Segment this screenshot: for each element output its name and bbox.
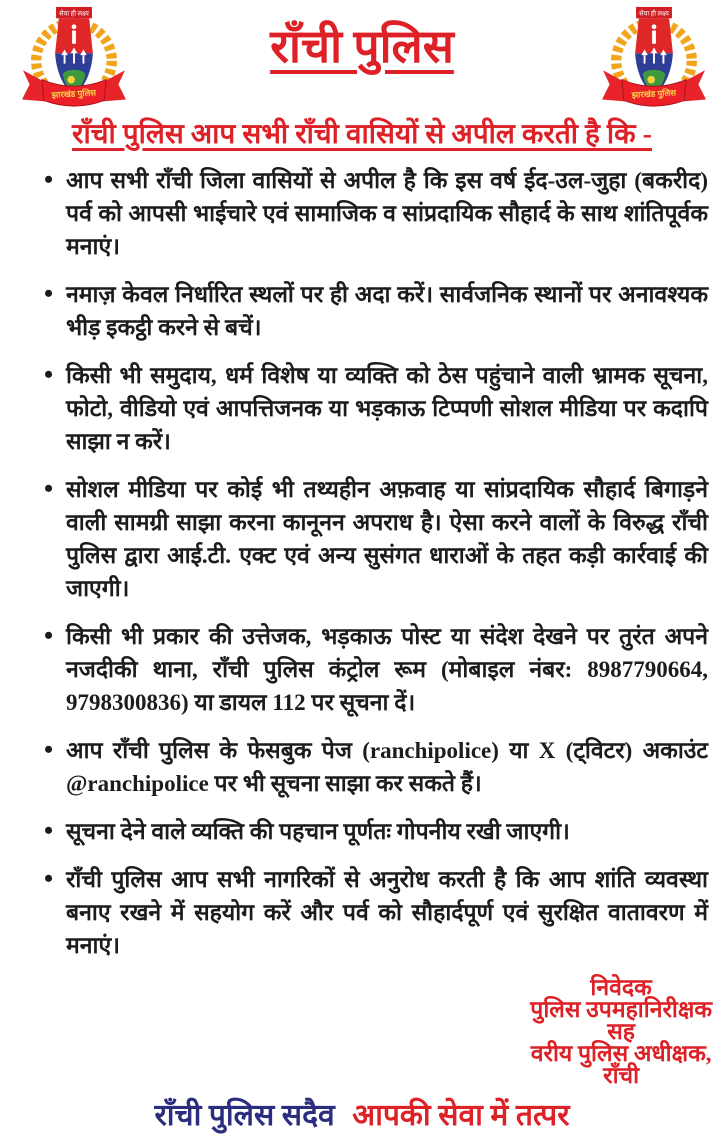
appeal-subtitle: राँची पुलिस आप सभी राँची वासियों से अपील करती है कि - (72, 119, 652, 150)
appeal-item-5: • किसी भी प्रकार की उत्तेजक, भड़काऊ पोस्ट या संदेश देखने पर तुरंत अपने नजदीकी थाना, राँची पुलिस कंट्रोल रूम (मोबाइल नंबर: 8987790664, 9798300836) या डायल 112 पर सूचना दें। (44, 620, 708, 719)
signature-block (530, 977, 712, 1087)
emblem-flag-motto: सेवा ही लक्ष्य (59, 10, 89, 18)
signature-line: निवेदक (590, 975, 652, 1000)
signature-line: राँची (603, 1063, 640, 1088)
appeal-item-1: • आप सभी राँची जिला वासियों से अपील है कि इस वर्ष ईद-उल-जुहा (बकरीद) पर्व को आपसी भाईचारे एवं सामाजिक व सांप्रदायिक सौहार्द के साथ शांतिपूर्वक मनाएं। (44, 164, 708, 263)
signature-line: सह (607, 1019, 635, 1044)
signature-line: वरीय पुलिस अधीक्षक, (530, 1041, 712, 1066)
footer-red-text: आपकी सेवा में तत्पर (352, 1099, 570, 1132)
emblem-flag-motto: सेवा ही लक्ष्य (639, 10, 669, 18)
page-title: राँची पुलिस (270, 21, 454, 72)
emblem-ribbon-label: झारखंड पुलिस (51, 87, 97, 100)
jharkhand-police-emblem-icon (12, 6, 136, 108)
appeal-item-2: • नमाज़ केवल निर्धारित स्थलों पर ही अदा करें। सार्वजनिक स्थानों पर अनावश्यक भीड़ इकट्ठी करने से बचें। (44, 278, 708, 344)
appeal-list (44, 164, 708, 962)
appeal-item-3: • किसी भी समुदाय, धर्म विशेष या व्यक्ति को ठेस पहुंचाने वाली भ्रामक सूचना, फोटो, वीडियो एवं आपत्तिजनक या भड़काऊ टिप्पणी सोशल मीडिया पर कदापि साझा न करें। (44, 359, 708, 458)
appeal-item-8: • राँची पुलिस आप सभी नागरिकों से अनुरोध करती है कि आप शांति व्यवस्था बनाए रखने में सहयोग करें और पर्व को सौहार्दपूर्ण एवं सुरक्षित वातावरण में मनाएं। (44, 863, 708, 962)
signature-line: पुलिस उपमहानिरीक्षक (530, 997, 712, 1022)
emblem-ribbon-label: झारखंड पुलिस (631, 87, 677, 100)
jharkhand-police-emblem-icon (592, 6, 716, 108)
appeal-item-7: • सूचना देने वाले व्यक्ति की पहचान पूर्णतः गोपनीय रखी जाएगी। (44, 815, 708, 848)
header (0, 0, 724, 110)
footer-blue-text: राँची पुलिस सदैव (154, 1099, 335, 1132)
appeal-item-4: • सोशल मीडिया पर कोई भी तथ्यहीन अफ़वाह या सांप्रदायिक सौहार्द बिगाड़ने वाली सामग्री साझा करना कानूनन अपराध है। ऐसा करने वालों के विरुद्ध राँची पुलिस द्वारा आई.टी. एक्ट एवं अन्य सुसंगत धाराओं के तहत कड़ी कार्रवाई की जाएगी। (44, 473, 708, 605)
footer-tagline (0, 1093, 724, 1134)
appeal-item-6: • आप राँची पुलिस के फेसबुक पेज (ranchipolice) या X (ट्विटर) अकाउंट @ranchipolice पर भी सूचना साझा कर सकते हैं। (44, 734, 708, 800)
